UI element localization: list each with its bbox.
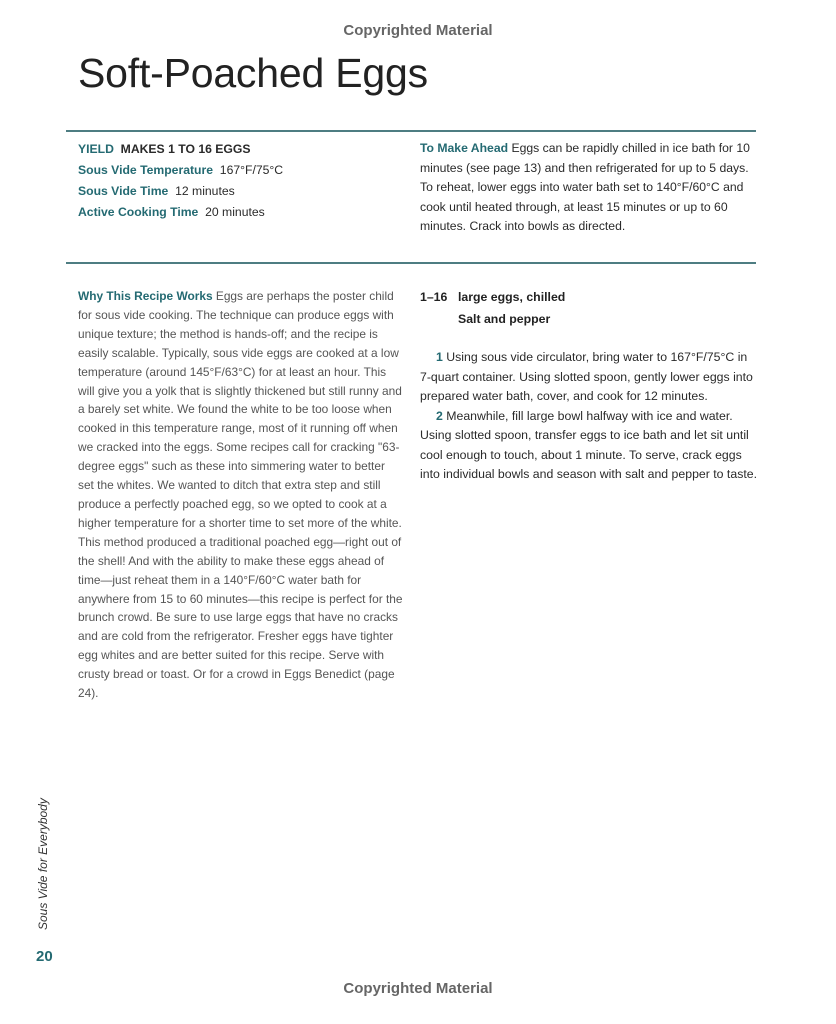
ingredient-quantity: 1–16: [420, 290, 448, 304]
why-label: Why This Recipe Works: [78, 289, 213, 303]
book-title-running-head: Sous Vide for Everybody: [36, 798, 50, 930]
time-label: Sous Vide Time: [78, 184, 169, 198]
temperature-value: 167°F/75°C: [219, 163, 284, 177]
time-value: 12 minutes: [175, 184, 235, 198]
ingredient-list: [420, 286, 760, 330]
ingredient-name: large eggs, chilled: [458, 290, 566, 304]
make-ahead-note: [420, 139, 760, 237]
recipe-meta: [78, 139, 398, 223]
ingredient-item: [420, 308, 760, 330]
recipe-title: Soft-Poached Eggs: [78, 50, 428, 96]
page-number: 20: [36, 948, 53, 965]
divider-middle: [66, 262, 756, 264]
step-item: [420, 348, 760, 407]
why-text: Eggs are perhaps the poster child for sous vide cooking. The technique can produce eggs with unique texture; the method is hands-off; and the recipe is easily scalable. Typically, sous vide eggs are cooked at a low temperature (around 145°F/63°C) for at least an hour. This will give you a yolk that is slightly thickened but still runny and a barely set white. We found the white to be too loose when cooked in this temperature range, most of it running off when we cracked into the eggs. Some recipes call for cracking "63-degree eggs" such as these into simmering water to better set the whites. We wanted to ditch that extra step and still produce a perfectly poached egg, so we opted to cook at a higher temperature for a shorter time to set more of the white. This method produced a traditional poached egg—right out of the shell! And with the ability to make these eggs ahead of time—just reheat them in a 140°F/60°C water bath for anywhere from 15 to 60 minutes—this recipe is perfect for the brunch crowd. Be sure to use large eggs that have no cracks and are cold from the refrigerator. Fresher eggs have tighter egg whites and are better suited for this recipe. Serve with crusty bread or toast. Or for a crowd in Eggs Benedict (page 24).: [78, 289, 403, 701]
make-ahead-text: Eggs can be rapidly chilled in ice bath for 10 minutes (see page 13) and then refrigerated for up to 5 days. To reheat, lower eggs into water bath set to 140°F/60°C and cook until heated through, at least 15 minutes or up to 60 minutes. Crack into bowls as directed.: [420, 141, 750, 233]
why-this-recipe-works: [78, 287, 404, 703]
make-ahead-label: To Make Ahead: [420, 141, 509, 155]
divider-top: [66, 130, 756, 132]
time-line: [78, 181, 398, 202]
active-time-label: Active Cooking Time: [78, 205, 199, 219]
step-number: 2: [436, 408, 443, 423]
ingredient-name: Salt and pepper: [458, 312, 551, 326]
step-text: Using sous vide circulator, bring water to 167°F/75°C in 7-quart container. Using slotted spoon, gently lower eggs into prepared water bath, cover, and cook for 12 minutes.: [420, 350, 753, 403]
active-time-value: 20 minutes: [205, 205, 265, 219]
yield-label: YIELD: [78, 142, 114, 156]
step-number: 1: [436, 350, 443, 364]
copyright-header: Copyrighted Material: [343, 22, 493, 39]
copyright-footer: Copyrighted Material: [343, 980, 493, 997]
recipe-steps: [420, 348, 760, 485]
temperature-label: Sous Vide Temperature: [78, 163, 214, 177]
yield-value: MAKES 1 TO 16 EGGS: [120, 142, 251, 156]
active-time-line: [78, 202, 398, 223]
yield-line: [78, 139, 398, 160]
ingredient-item: [420, 286, 760, 308]
step-text: Meanwhile, fill large bowl halfway with ice and water. Using slotted spoon, transfer eggs to ice bath and let sit until cool enough to touch, about 1 minute. To serve, crack eggs into individual bowls and season with salt and pepper to taste.: [420, 408, 758, 481]
temperature-line: [78, 160, 398, 181]
step-item: [420, 407, 760, 485]
